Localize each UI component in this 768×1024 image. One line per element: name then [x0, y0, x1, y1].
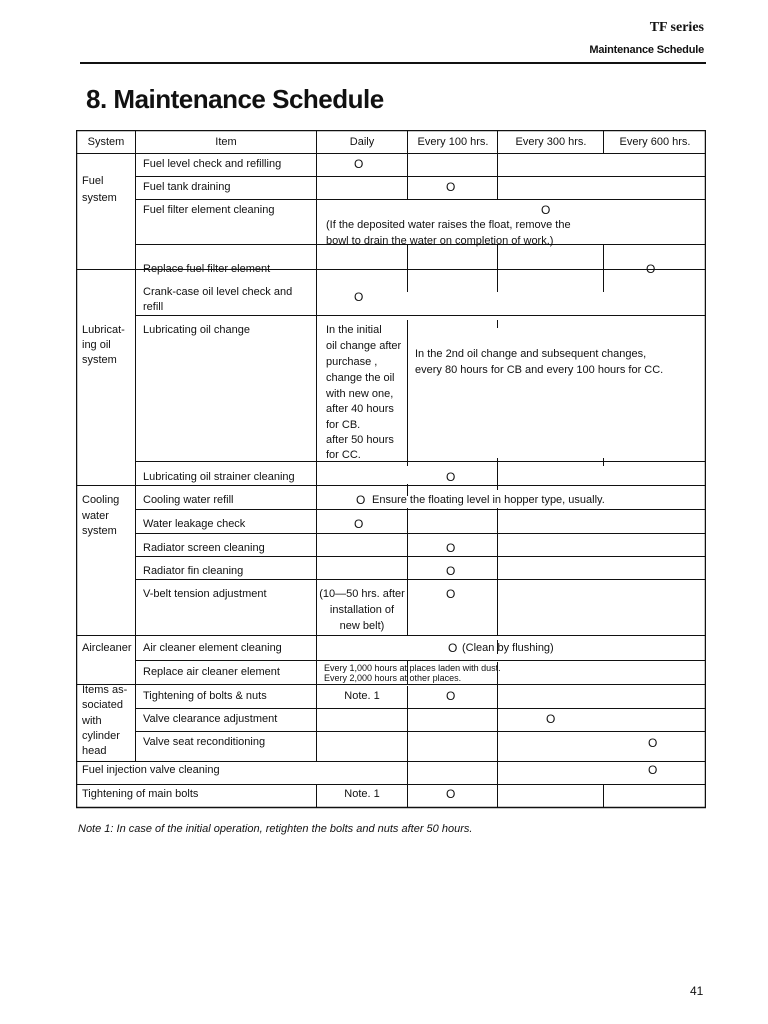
page-title: 8. Maintenance Schedule: [86, 84, 384, 114]
col-header-item: Item: [215, 136, 237, 148]
item-lube-change: Lubricating oil change: [143, 324, 251, 336]
system-cyl-line5: head: [82, 745, 107, 757]
system-cool-line3: system: [82, 525, 117, 537]
mark-bolts-100: O: [446, 689, 456, 703]
item-water-leak: Water leakage check: [143, 518, 246, 530]
mark-injection-600: O: [648, 763, 658, 777]
system-lube-line3: system: [82, 354, 117, 366]
system-cool-line2: water: [82, 510, 109, 522]
item-valve-clear: Valve clearance adjustment: [143, 713, 278, 725]
col-header-system: System: [87, 136, 125, 148]
item-air-clean: Air cleaner element cleaning: [143, 642, 282, 654]
item-radiator-fin: Radiator fin cleaning: [143, 565, 244, 577]
mark-crank-oil-daily: O: [354, 290, 364, 304]
series-label: TF series: [649, 20, 704, 35]
bolts-note: Note. 1: [344, 690, 380, 702]
system-lube-line1: Lubricat-: [82, 324, 125, 336]
item-injection: Fuel injection valve cleaning: [82, 764, 220, 776]
system-lube-line2: ing oil: [82, 339, 111, 351]
system-cyl-line4: cylinder: [82, 730, 120, 742]
system-cyl-line3: with: [82, 715, 102, 727]
item-bolts: Tightening of bolts & nuts: [143, 690, 267, 702]
col-header-600hrs: Every 600 hrs.: [619, 136, 691, 148]
item-radiator-screen: Radiator screen cleaning: [143, 542, 265, 554]
item-replace-filter: Replace fuel filter element: [143, 263, 271, 275]
item-fuel-filter: Fuel filter element cleaning: [143, 204, 275, 216]
mark-lube-strainer-100: O: [446, 470, 456, 484]
air-replace-note-line1: Every 1,000 hours at places laden with dust.: [324, 663, 501, 673]
fuel-filter-note-line2: bowl to drain the water on completion of work.): [326, 235, 554, 247]
header-rule: [80, 62, 706, 64]
mark-vbelt-100: O: [446, 587, 456, 601]
lube-initial-line3: purchase ,: [326, 356, 378, 368]
lube-initial-line1: In the initial: [326, 324, 382, 336]
system-fuel-line2: system: [82, 192, 117, 204]
lube-subsequent-line2: every 80 hours for CB and every 100 hours for CC.: [415, 364, 664, 376]
lube-initial-line9: for CC.: [326, 449, 361, 461]
fuel-filter-note-line1: (If the deposited water raises the float, remove the: [326, 219, 571, 231]
mark-fuel-level-daily: O: [354, 157, 364, 171]
footnote: Note 1: In case of the initial operation, retighten the bolts and nuts after 50 hours.: [78, 823, 473, 835]
item-valve-seat: Valve seat reconditioning: [143, 736, 266, 748]
mark-valve-clear-300: O: [546, 712, 556, 726]
vbelt-note-line3: new belt): [339, 620, 385, 632]
lube-initial-line2: oil change after: [326, 340, 402, 352]
vbelt-note-line2: installation of: [329, 604, 395, 616]
system-cyl-line2: sociated: [82, 699, 123, 711]
item-crank-oil-line2: refill: [143, 301, 164, 313]
item-vbelt: V-belt tension adjustment: [143, 588, 267, 600]
mark-water-leak-daily: O: [354, 517, 364, 531]
mark-fuel-tank-100: O: [446, 180, 456, 194]
system-cyl-line1: Items as-: [82, 684, 128, 696]
lube-subsequent-line1: In the 2nd oil change and subsequent changes,: [415, 348, 647, 360]
maintenance-table: [76, 130, 706, 810]
cool-refill-note: Ensure the floating level in hopper type, usually.: [372, 494, 605, 506]
lube-initial-line6: after 40 hours: [326, 403, 394, 415]
system-air: Aircleaner: [82, 642, 132, 654]
mark-fuel-filter-300: O: [541, 203, 551, 217]
page-number: 41: [690, 984, 704, 998]
air-replace-note-line2: Every 2,000 hours at other places.: [324, 673, 462, 683]
header-subtitle: Maintenance Schedule: [589, 44, 704, 56]
col-header-daily: Daily: [349, 136, 375, 148]
item-cool-refill: Cooling water refill: [143, 494, 234, 506]
system-cool-line1: Cooling: [82, 494, 120, 506]
mark-air-clean-100: O: [448, 641, 458, 655]
col-header-100hrs: Every 100 hrs.: [417, 136, 489, 148]
main-bolts-note: Note. 1: [344, 788, 380, 800]
item-fuel-tank: Fuel tank draining: [143, 181, 231, 193]
item-main-bolts: Tightening of main bolts: [82, 788, 199, 800]
air-clean-note: (Clean by flushing): [462, 642, 554, 654]
item-lube-strainer: Lubricating oil strainer cleaning: [143, 471, 295, 483]
item-air-replace: Replace air cleaner element: [143, 666, 280, 678]
col-header-300hrs: Every 300 hrs.: [515, 136, 587, 148]
lube-initial-line4: change the oil: [326, 372, 395, 384]
lube-initial-line8: after 50 hours: [326, 434, 394, 446]
lube-initial-line7: for CB.: [326, 419, 361, 431]
lube-initial-line5: with new one,: [326, 388, 394, 400]
mark-main-bolts-100: O: [446, 787, 456, 801]
item-fuel-level: Fuel level check and refilling: [143, 158, 282, 170]
item-crank-oil-line1: Crank-case oil level check and: [143, 286, 293, 298]
mark-radiator-screen-100: O: [446, 541, 456, 555]
mark-radiator-fin-100: O: [446, 564, 456, 578]
mark-valve-seat-600: O: [648, 736, 658, 750]
system-fuel-line1: Fuel: [82, 175, 104, 187]
mark-cool-refill: O: [356, 493, 366, 507]
mark-replace-filter-600: O: [646, 262, 656, 276]
vbelt-note-line1: (10—50 hrs. after: [319, 588, 405, 600]
